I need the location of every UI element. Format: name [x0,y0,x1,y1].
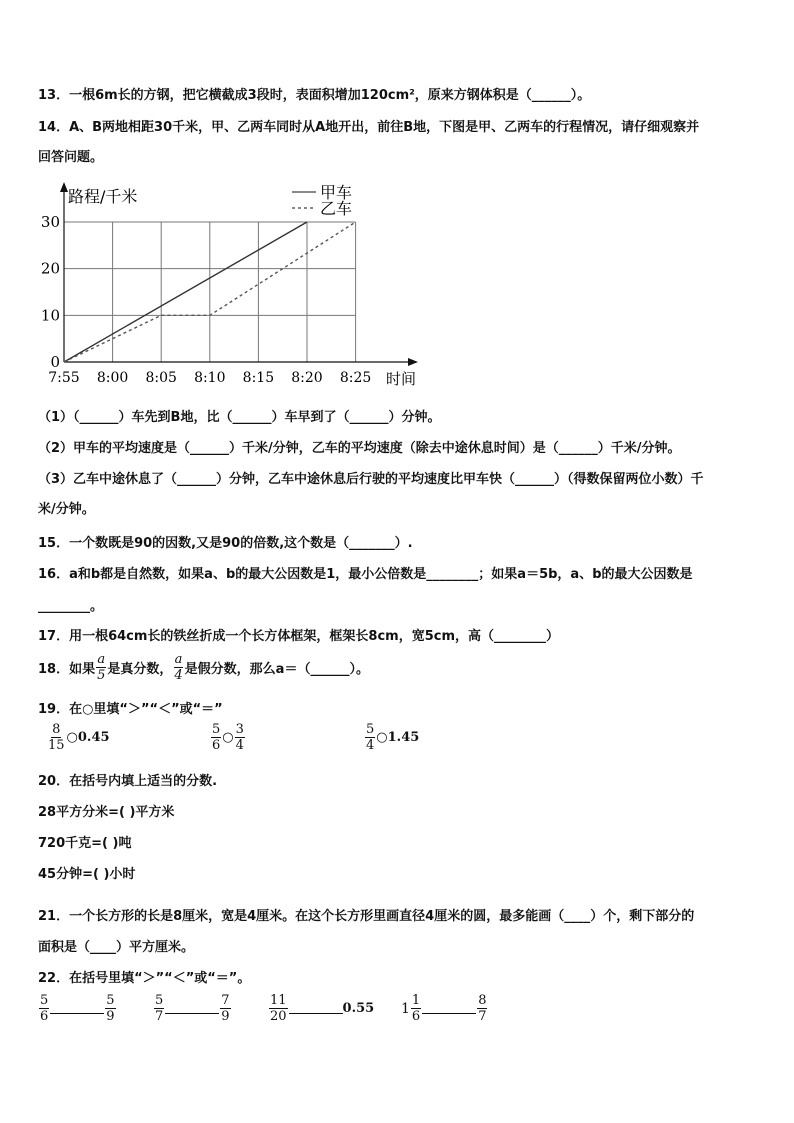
x-tick-label-1: 8:00 [96,370,129,386]
q19-item-3: $\frac{5}{4}$ ○1.45 [366,722,420,753]
q16-line2: ________。 [38,599,104,614]
legend-label-2: 乙车 [320,199,353,218]
y-tick-label-30: 30 [40,213,60,231]
q18-pre: 18．如果 [38,662,96,677]
q17-text: 17．用一根64cm长的铁丝折成一个长方体框架，框架长8cm，宽5cm，高（________） [38,629,560,644]
x-axis-arrow [408,358,418,366]
q14-sub1: （1）（______）车先到B地，比（______）车早到了（______）分钟。 [38,410,441,425]
q13-text: 13．一根6m长的方钢，把它横截成3段时，表面积增加120cm²，原来方钢体积是（______）。 [38,88,591,103]
q14-line2: 回答问题。 [38,150,104,165]
q14-sub2: （2）甲车的平均速度是（______）千米/分钟，乙车的平均速度（除去中途休息时间）是（______）千米/分钟。 [38,441,681,456]
q16-line1: 16．a和b都是自然数，如果a、b的最大公因数是1，最小公倍数是________；如果a＝5b，a、b的最大公因数是 [38,567,693,582]
q20-line-3: 45分钟=( )小时 [38,867,136,882]
q14-sub3a: （3）乙车中途休息了（______）分钟，乙车中途休息后行驶的平均速度比甲车快（______）（得数保留两位小数）千 [38,472,704,487]
q22-item-4: 1 $\frac{1}{6}$ $\frac{8}{7}$ [401,993,487,1024]
y-tick-label-0: 0 [50,353,60,371]
q20-line-1: 28平方分米=( )平方米 [38,805,175,820]
y-tick-label-20: 20 [40,259,60,278]
q18 [38,652,369,683]
x-tick-label-0: 7:55 [48,370,80,386]
x-tick-label-6: 8:25 [339,370,372,386]
x-tick-label-5: 8:20 [291,370,323,386]
legend-label-1: 甲车 [320,183,353,202]
x-tick-label-3: 8:10 [194,370,226,386]
q19-item-1: $\frac{8}{15}$ ○0.45 [48,722,110,753]
series-line-1 [64,222,307,362]
q14-sub3b: 米/分钟。 [38,502,95,517]
q22-item-1: $\frac{5}{6}$ $\frac{5}{9}$ [40,993,115,1024]
x-tick-label-2: 8:05 [145,370,177,386]
y-axis-label: 路程/千米 [68,187,138,206]
q22-text: 22．在括号里填“＞”“＜”或“＝”。 [38,971,251,986]
q19-item-2: $\frac{5}{6}$ ○ $\frac{3}{4}$ [212,722,244,753]
q20-line-2: 720千克=( )吨 [38,836,132,851]
q18-fraction-1: $\frac{a}{5}$ [97,652,106,683]
q18-fraction-2: $\frac{a}{4}$ [174,652,183,683]
travel-chart [28,178,428,388]
y-axis-arrow [60,182,68,192]
q21-line1: 21．一个长方形的长是8厘米，宽是4厘米。在这个长方形里画直径4厘米的圆，最多能画（____）个，剩下部分的 [38,909,695,924]
q14-line1: 14．A、B两地相距30千米，甲、乙两车同时从A地开出，前往B地，下图是甲、乙两车的行程情况，请仔细观察并 [38,120,700,135]
x-axis-label: 时间 [386,370,417,388]
q18-post: 是假分数，那么a＝（______）。 [184,662,369,677]
q18-mid: 是真分数， [107,662,173,677]
chart-labels [41,183,416,388]
q22-item-2: $\frac{5}{7}$ $\frac{7}{9}$ [155,993,230,1024]
q19-text: 19．在○里填“＞”“＜”或“＝” [38,702,223,717]
q15-text: 15．一个数既是90的因数,又是90的倍数,这个数是（_______）. [38,536,413,551]
q22-item-3: $\frac{11}{20}$ 0.55 [270,993,375,1024]
y-tick-label-10: 10 [40,306,60,325]
q21-line2: 面积是（____）平方厘米。 [38,940,195,955]
x-tick-label-4: 8:15 [242,370,275,386]
q20-text: 20．在括号内填上适当的分数. [38,774,218,789]
